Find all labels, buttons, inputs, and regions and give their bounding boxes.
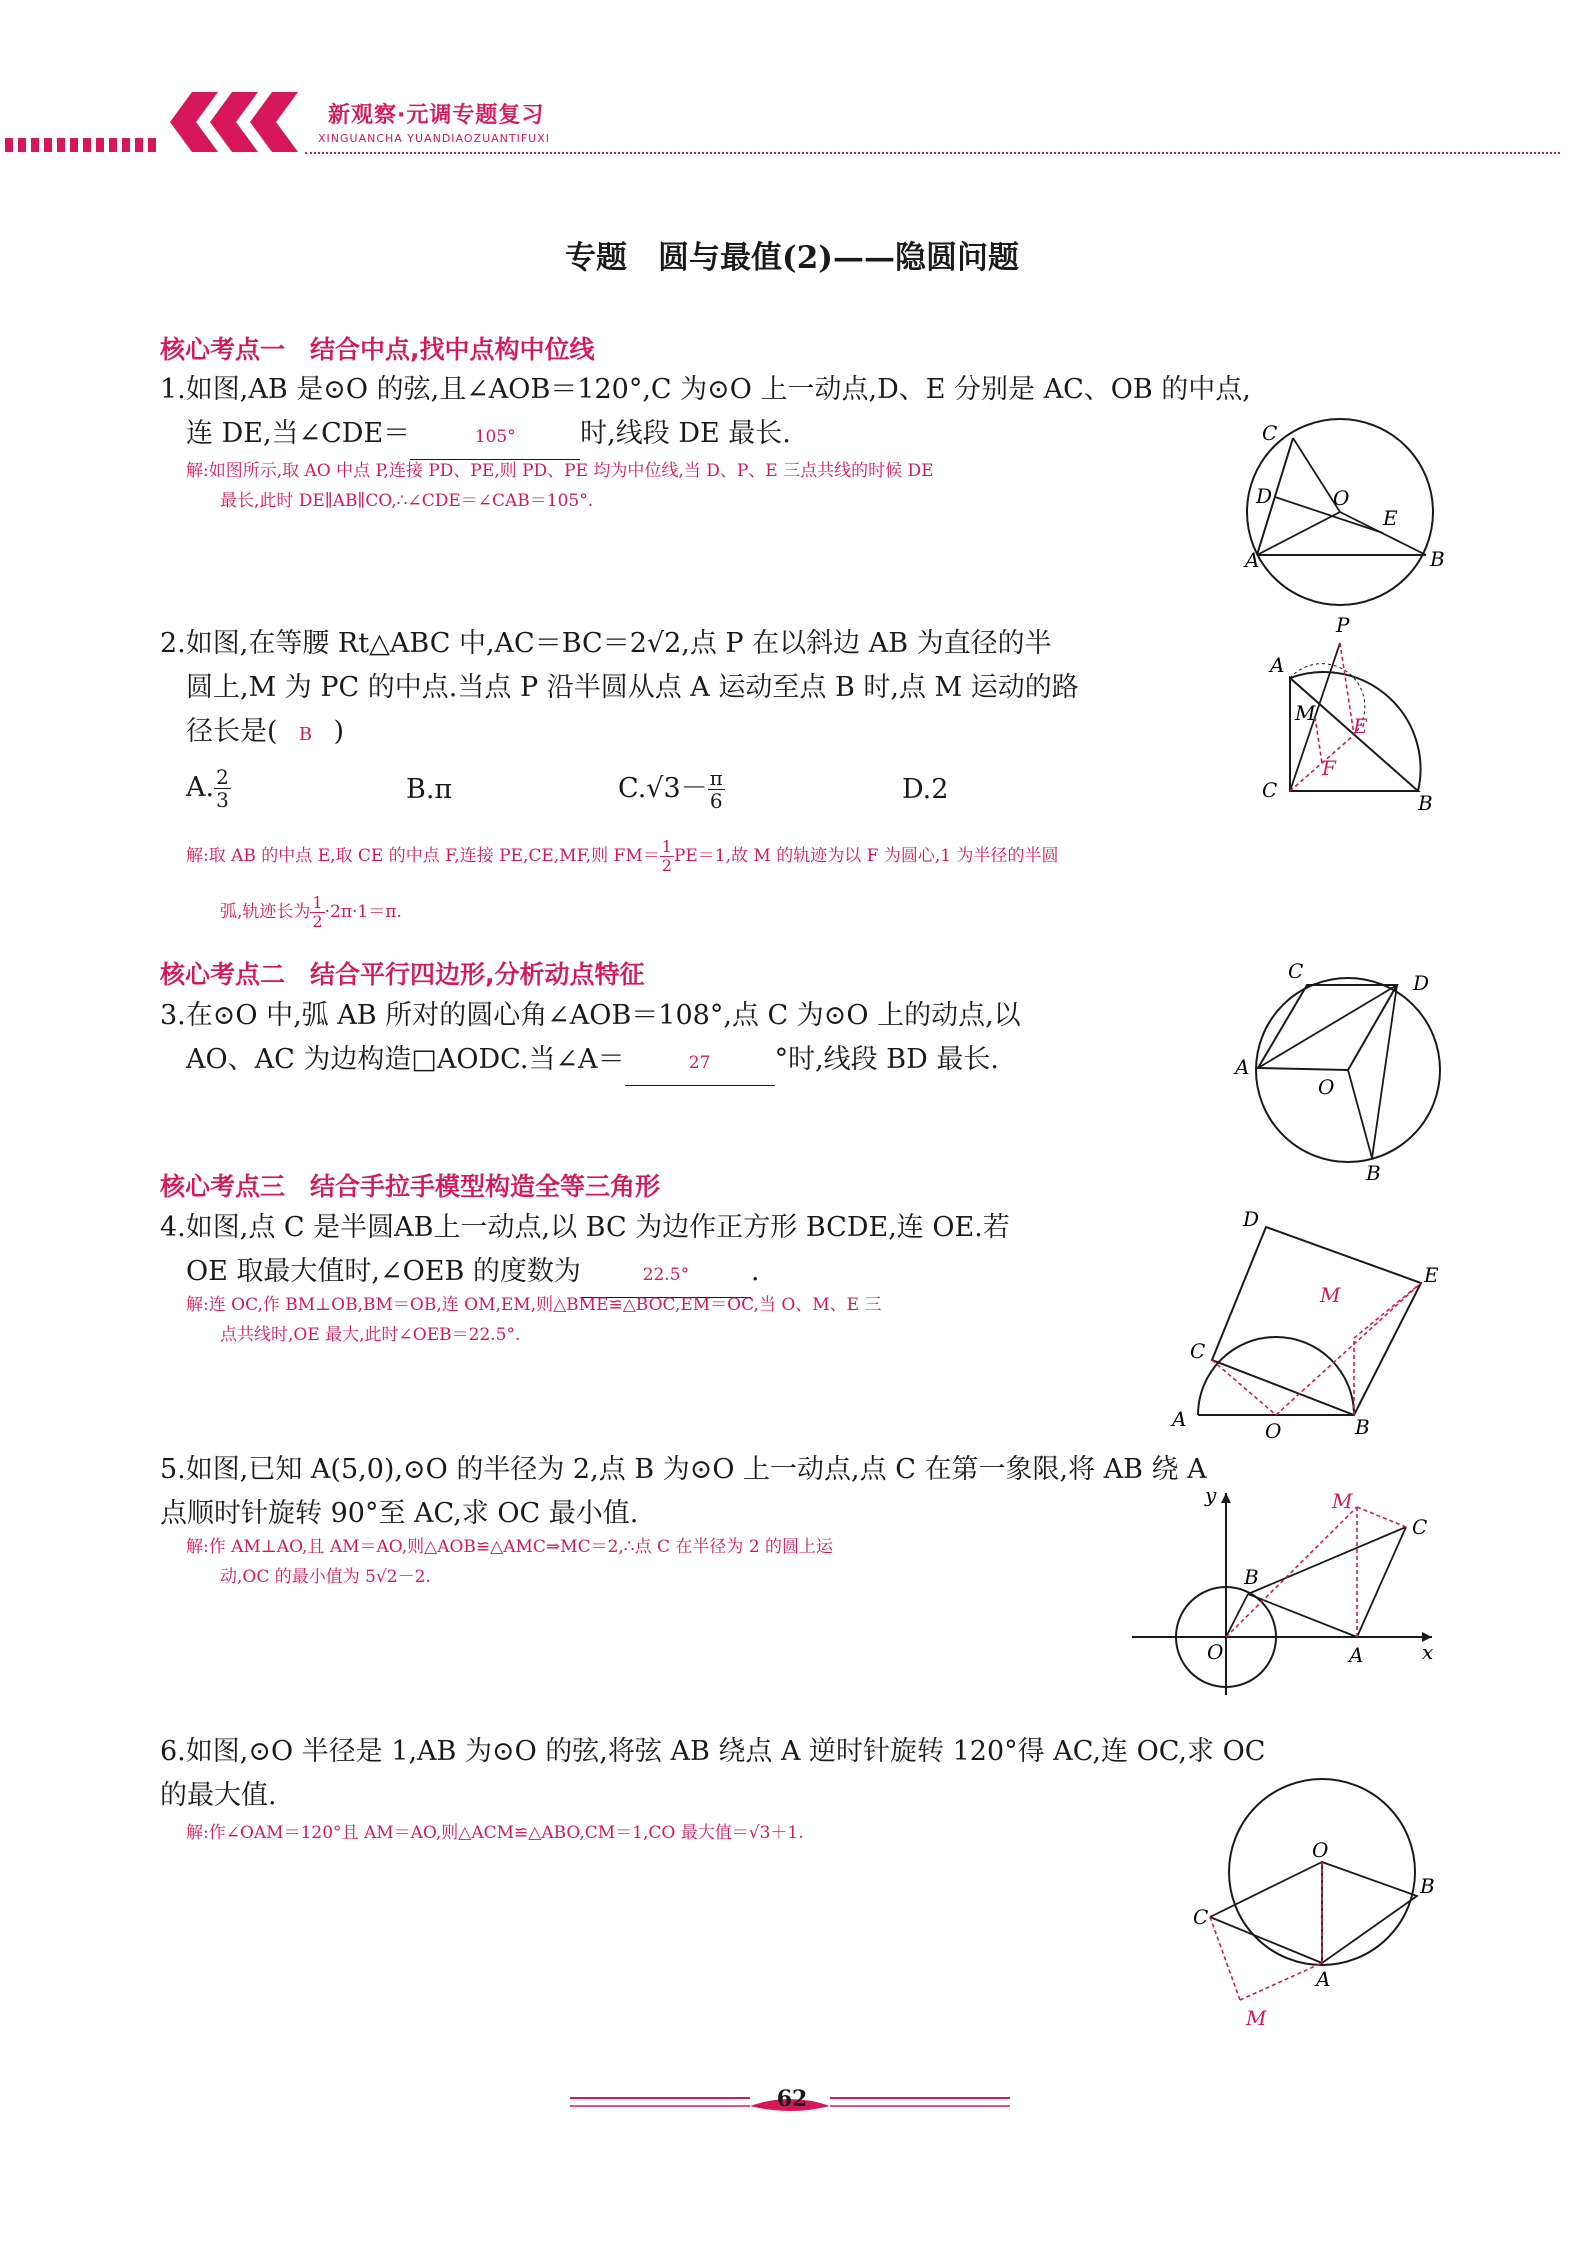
page-number: 62 [776,2086,808,2112]
q2-sol-text-3: 弧,轨迹长为 [220,902,311,922]
q2-text: 径长是( [186,716,278,747]
q3-answer-blank[interactable]: 27 [625,1041,775,1086]
f1-label-A: A [1245,548,1260,572]
q2-solution-line-1 [186,838,1446,888]
q1-text-end: 时,线段 DE 最长. [580,418,791,449]
question-3 [160,994,1240,1086]
f5-label-x: x [1422,1640,1434,1664]
q1-solution-line-2: 最长,此时 DE∥AB∥CO,∴∠CDE＝∠CAB＝105°. [220,491,594,511]
q2-option-c-label: C.√3－ [618,773,708,804]
question-2 [160,622,1240,757]
q2-option-c-den: 6 [709,789,723,813]
q2-sol-text-2: PE＝1,故 M 的轨迹为以 F 为圆心,1 为半径的半圆 [673,846,1059,866]
f6-label-M: M [1246,2006,1267,2030]
q2-answer[interactable]: B [298,724,313,745]
q2-solution-line-2 [186,894,1446,931]
f3-label-A: A [1235,1055,1250,1079]
q4-solution-line-2: 点共线时,OE 最大,此时∠OEB＝22.5°. [220,1325,521,1345]
f5-label-y: y [1205,1485,1217,1507]
q2-options [186,752,1186,822]
page-title: 专题 圆与最值(2)——隐圆问题 [565,240,1019,276]
f4-label-B: B [1355,1415,1370,1439]
q2-sol-fraction-2 [310,894,324,931]
q2-sol-text-4: ·2π·1＝π. [324,902,402,922]
header-stripes [0,0,1584,170]
brand-subtitle: XINGUANCHA YUANDIAOZUANTIFUXI [318,132,551,145]
q4-text-end: . [750,1256,760,1287]
f3-label-B: B [1366,1161,1381,1185]
f1-label-O: O [1333,486,1350,510]
f4-label-C: C [1190,1339,1206,1363]
section-heading-3: 核心考点三 结合手拉手模型构造全等三角形 [160,1172,661,1201]
q2-sol-num-1: 1 [661,837,672,856]
q6-solution [186,1818,1226,1848]
figure-2 [1255,615,1455,815]
q4-solution [186,1290,1226,1350]
figure-5 [1125,1485,1450,1705]
q2-sol-den-1: 2 [661,856,672,875]
q2-option-a[interactable] [186,766,231,811]
f5-label-B: B [1244,1565,1259,1589]
q6-solution-line-1: 解:作∠OAM＝120°且 AM＝AO,则△ACM≌△ABO,CM＝1,CO 最大值＝√3＋1. [186,1823,804,1843]
q1-line-1: 1.如图,AB 是⊙O 的弦,且∠AOB＝120°,C 为⊙O 上一动点,D、E 分别是 AC、OB 的中点, [160,374,1251,405]
q2-option-d[interactable]: D.2 [902,774,949,805]
q2-option-a-den: 3 [216,788,229,812]
section-heading-1: 核心考点一 结合中点,找中点构中位线 [160,335,595,364]
figure-6 [1185,1775,1450,2050]
f6-label-B: B [1420,1874,1435,1898]
f1-label-B: B [1430,547,1445,571]
f6-label-O: O [1312,1838,1329,1862]
q2-option-c-num: π [709,766,723,790]
f4-label-E: E [1424,1263,1439,1287]
f2-label-C: C [1262,778,1278,802]
q6-line-2: 的最大值. [160,1780,277,1811]
q1-text: 连 DE,当∠CDE＝ [186,418,411,449]
figure-4 [1170,1205,1455,1440]
f5-label-A: A [1349,1643,1364,1667]
q2-option-a-num: 2 [216,765,229,789]
f2-label-B: B [1418,791,1433,815]
q4-line-1: 4.如图,点 C 是半圆AB上一动点,以 BC 为边作正方形 BCDE,连 OE.若 [160,1212,1010,1243]
q1-solution [186,456,1226,516]
q2-option-c-fraction [708,767,725,812]
f2-label-M: M [1295,701,1316,725]
f4-label-D: D [1243,1207,1260,1231]
q1-solution-line-1: 解:如图所示,取 AO 中点 P,连接 PD、PE,则 PD、PE 均为中位线,当 D、P、E 三点共线的时候 DE [186,461,934,481]
q1-answer-blank[interactable]: 105° [410,415,580,460]
q6-line-1: 6.如图,⊙O 半径是 1,AB 为⊙O 的弦,将弦 AB 绕点 A 逆时针旋转 120°得 AC,连 OC,求 OC [160,1736,1266,1767]
f4-label-A: A [1172,1407,1187,1431]
figure-1 [1235,415,1455,615]
f4-label-M: M [1320,1283,1341,1307]
q2-solution [186,838,1446,931]
q2-text-end: ) [333,716,345,747]
f2-label-A: A [1270,653,1285,677]
q2-sol-num-2: 1 [312,893,323,912]
q5-line-2: 点顺时针旋转 90°至 AC,求 OC 最小值. [160,1498,639,1529]
q5-line-1: 5.如图,已知 A(5,0),⊙O 的半径为 2,点 B 为⊙O 上一动点,点 C 在第一象限,将 AB 绕 A [160,1454,1207,1485]
f3-label-D: D [1413,971,1430,995]
f2-label-E: E [1353,714,1368,738]
header-decoration [0,0,1584,170]
q2-option-b[interactable]: B.π [406,774,453,805]
f6-label-C: C [1193,1905,1209,1929]
q2-option-a-fraction [214,766,231,811]
q3-line-2 [160,1038,1240,1086]
q2-sol-den-2: 2 [312,912,323,931]
f2-label-F: F [1322,756,1336,780]
f6-label-A: A [1316,1967,1331,1991]
f5-label-M: M [1332,1489,1353,1513]
q2-option-c[interactable] [618,766,725,812]
q4-answer-blank[interactable]: 22.5° [581,1253,751,1298]
figure-3 [1225,960,1455,1185]
q5-solution-line-1: 解:作 AM⊥AO,且 AM＝AO,则△AOB≌△AMC⇒MC＝2,∴点 C 在半径为 2 的圆上运 [186,1537,834,1557]
q2-line-3 [160,710,1240,757]
f3-label-O: O [1318,1075,1335,1099]
q2-sol-fraction-1 [660,838,674,875]
q2-line-1: 2.如图,在等腰 Rt△ABC 中,AC＝BC＝2√2,点 P 在以斜边 AB 为直径的半 [160,628,1052,659]
f4-label-O: O [1265,1419,1282,1440]
q4-solution-line-1: 解:连 OC,作 BM⊥OB,BM＝OB,连 OM,EM,则△BME≌△BOC,EM＝OC,当 O、M、E 三 [186,1295,882,1315]
q5-solution-line-2: 动,OC 的最小值为 5√2－2. [220,1567,431,1587]
q5-solution [186,1532,1226,1592]
brand-title: 新观察·元调专题复习 [328,103,545,128]
q2-option-a-label: A. [186,772,215,803]
q3-text: AO、AC 为边构造□AODC.当∠A＝ [186,1044,625,1075]
section-heading-2: 核心考点二 结合平行四边形,分析动点特征 [160,960,645,989]
f3-label-C: C [1288,960,1304,983]
f1-label-C: C [1262,421,1278,445]
q2-sol-text-1: 解:取 AB 的中点 E,取 CE 的中点 F,连接 PE,CE,MF,则 FM＝ [186,846,660,866]
f5-label-O: O [1207,1640,1224,1664]
question-4 [160,1206,1220,1298]
q3-text-end: °时,线段 BD 最长. [774,1044,999,1075]
q2-line-2: 圆上,M 为 PC 的中点.当点 P 沿半圆从点 A 运动至点 B 时,点 M 运动的路 [186,672,1079,703]
f1-label-E: E [1383,506,1398,530]
header-divider [305,152,1560,154]
q4-text: OE 取最大值时,∠OEB 的度数为 [186,1256,581,1287]
f2-label-P: P [1336,615,1350,637]
f5-label-C: C [1412,1515,1428,1539]
f1-label-D: D [1256,484,1273,508]
q3-line-1: 3.在⊙O 中,弧 AB 所对的圆心角∠AOB＝108°,点 C 为⊙O 上的动点,以 [160,1000,1021,1031]
